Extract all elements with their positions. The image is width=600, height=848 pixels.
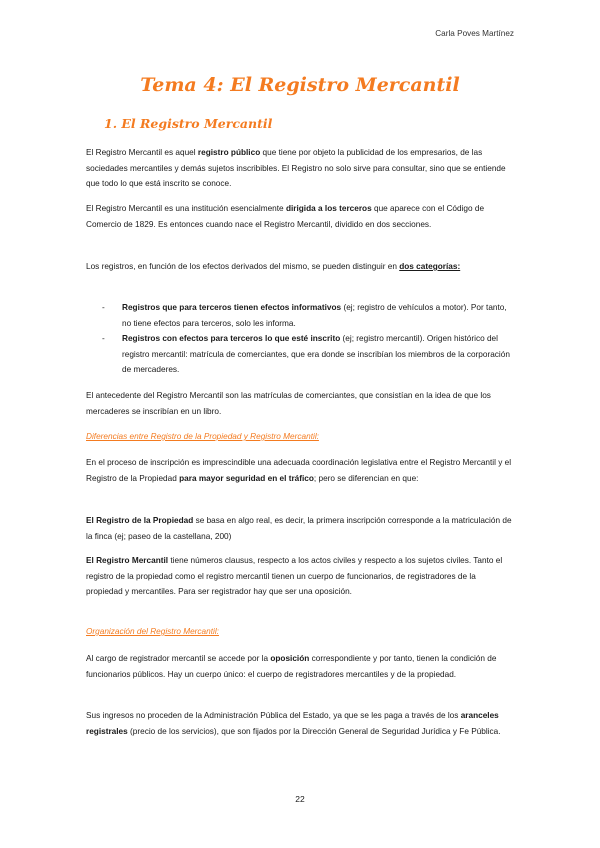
paragraph-2: El Registro Mercantil es una institución esencialmente dirigida a los terceros que aparece con el Código de Comercio de 1829. Es entonces cuando nace el Registro Mercantil, dividido en dos secciones. (86, 204, 485, 229)
subheading-diferencias: Diferencias entre Registro de la Propiedad y Registro Mercantil: (86, 432, 319, 441)
author-name: Carla Poves Martínez (435, 29, 514, 38)
paragraph-1: El Registro Mercantil es aquel registro público que tiene por objeto la publicidad de los empresarios, de las sociedades mercantiles y demás sujetos inscribibles. El Registro no solo sirve para consultar, sino que se entiende que todo lo que está inscrito se conoce. (86, 148, 506, 189)
paragraph-8: Al cargo de registrador mercantil se accede por la oposición correspondiente y por tanto, tienen la condición de funcionarios públicos. Hay un cuerpo único: el cuerpo de registradores mercantiles y de la propiedad. (86, 654, 497, 679)
page-number: 22 (295, 794, 305, 804)
paragraph-7: El Registro Mercantil tiene números clausus, respecto a los actos civiles y respecto a los sujetos civiles. Tanto el registro de la propiedad como el registro mercantil tienen un cuerpo de funcionarios, de registradores de la propiedad y mercantiles. Para ser registrador hay que ser una oposición. (86, 556, 503, 597)
paragraph-4: El antecedente del Registro Mercantil son las matrículas de comerciantes, que consistían en la idea de que los mercaderes se inscribían en un libro. (86, 391, 491, 416)
paragraph-6: El Registro de la Propiedad se basa en algo real, es decir, la primera inscripción corresponde a la matriculación de la finca (ej; paseo de la castellana, 200) (86, 516, 512, 541)
paragraph-9: Sus ingresos no proceden de la Administración Pública del Estado, ya que se les paga a través de los aranceles registrales (precio de los servicios), que son fijados por la Dirección General de Seguridad Jurídica y Fe Pública. (86, 711, 501, 736)
paragraph-3: Los registros, en función de los efectos derivados del mismo, se pueden distinguir en dos categorías: (86, 262, 461, 271)
subheading-organizacion: Organización del Registro Mercantil: (86, 627, 219, 636)
paragraph-5: En el proceso de inscripción es imprescindible una adecuada coordinación legislativa entre el Registro Mercantil y el Registro de la Propiedad para mayor seguridad en el tráfico; pero se diferencian en que: (86, 458, 512, 483)
section-title: 1. El Registro Mercantil (104, 116, 273, 131)
page-title: Tema 4: El Registro Mercantil (140, 74, 460, 96)
